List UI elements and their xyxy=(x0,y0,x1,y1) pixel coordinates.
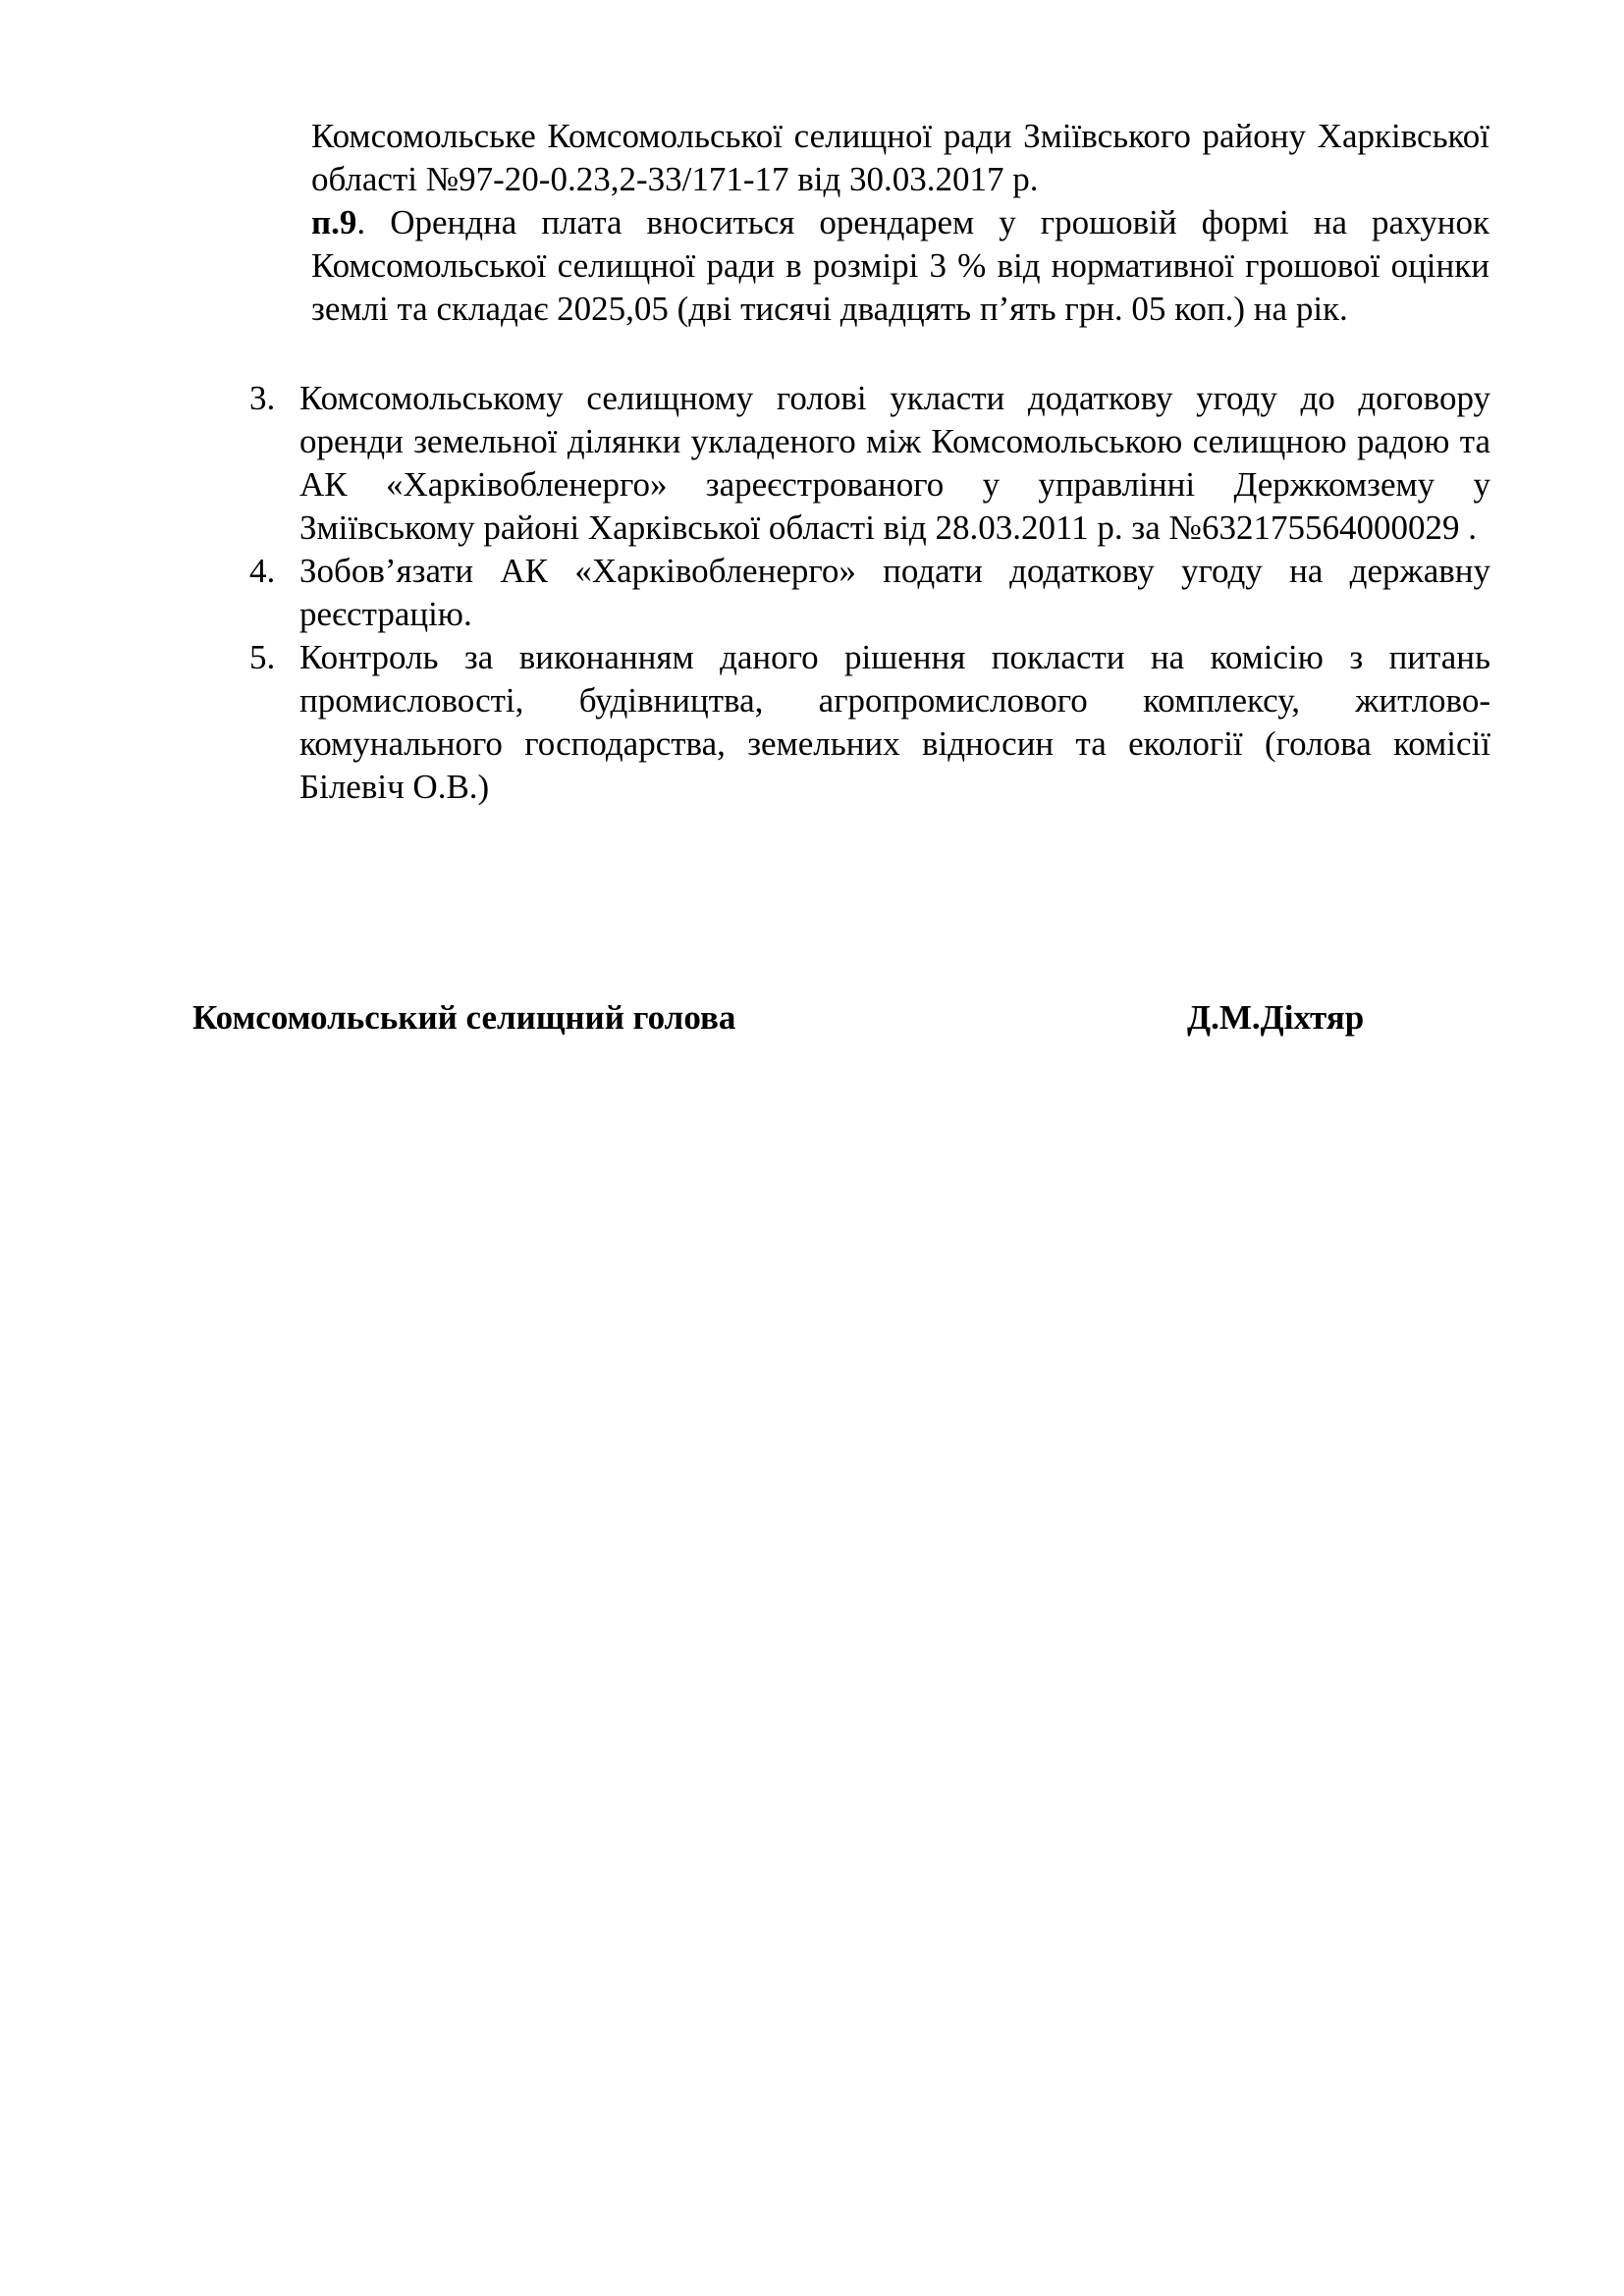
continuation-text: Комсомольське Комсомольської селищної ради Зміївського району Харківської області №97-20-0.23,2-33/171-17 від 30.03.2017 р. xyxy=(311,117,1489,198)
decision-items-list xyxy=(236,377,1490,809)
signatory-title: Комсомольський селищний голова xyxy=(192,998,736,1037)
decision-continuation xyxy=(311,115,1489,331)
item-text: Комсомольському селищному голові укласти додаткову угоду до договору оренди земельної ділянки укладеного між Комсомольською селищною радою та АК «Харківобленерго» зареєстрованого у управлінні Держкомзему у Зміївському районі Харківської області від 28.03.2011 р. за №632175564000029 . xyxy=(299,379,1490,547)
item-number: 4. xyxy=(249,552,276,590)
continuation-paragraph xyxy=(311,115,1489,201)
signatory-name: Д.М.Діхтяр xyxy=(1187,998,1365,1037)
item-number: 3. xyxy=(249,379,276,417)
list-item xyxy=(236,636,1490,809)
item-number: 5. xyxy=(249,638,276,676)
point-9-text: . Орендна плата вноситься орендарем у грошовій формі на рахунок Комсомольської селищної ради в розмірі 3 % від нормативної грошової оцінки землі та складає 2025,05 (дві тисячі двадцять п’ять грн. 05 коп.) на рік. xyxy=(311,203,1489,328)
list-item xyxy=(236,377,1490,550)
point-9-paragraph xyxy=(311,201,1489,331)
item-text: Контроль за виконанням даного рішення покласти на комісію з питань промисловості, будівництва, агропромислового комплексу, житлово-комунального господарства, земельних відносин та екології (голова комісії Білевіч О.В.) xyxy=(299,638,1490,806)
item-text: Зобов’язати АК «Харківобленерго» подати додаткову угоду на державну реєстрацію. xyxy=(299,552,1490,633)
list-item xyxy=(236,550,1490,636)
point-9-label: п.9 xyxy=(311,203,357,241)
